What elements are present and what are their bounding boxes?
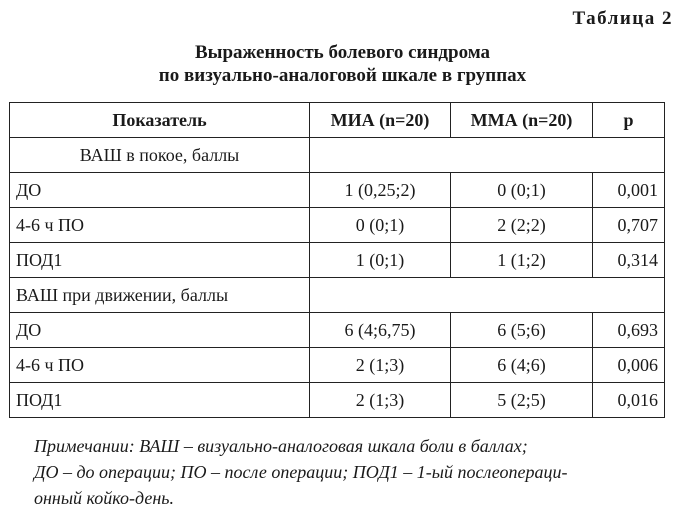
cell-mma: 0 (0;1) bbox=[451, 173, 593, 208]
cell-mma: 6 (5;6) bbox=[451, 313, 593, 348]
cell-mia: 2 (1;3) bbox=[310, 348, 451, 383]
cell-p: 0,006 bbox=[593, 348, 665, 383]
pain-score-table bbox=[9, 102, 665, 418]
table-row bbox=[10, 383, 665, 418]
table-title-line-1: Выраженность болевого синдрома bbox=[194, 42, 491, 63]
table-row bbox=[10, 173, 665, 208]
cell-mia: 1 (0,25;2) bbox=[310, 173, 451, 208]
row-label: 4-6 ч ПО bbox=[10, 208, 310, 243]
header-mma: ММА (n=20) bbox=[451, 103, 593, 138]
table-title-line-2: по визуально-аналоговой шкале в группах bbox=[158, 65, 527, 86]
table-number: Таблица 2 bbox=[572, 8, 673, 29]
section-empty-cell bbox=[310, 138, 665, 173]
cell-p: 0,314 bbox=[593, 243, 665, 278]
cell-p: 0,707 bbox=[593, 208, 665, 243]
cell-mma: 6 (4;6) bbox=[451, 348, 593, 383]
cell-mia: 0 (0;1) bbox=[310, 208, 451, 243]
cell-mma: 5 (2;5) bbox=[451, 383, 593, 418]
cell-mia: 6 (4;6,75) bbox=[310, 313, 451, 348]
section-empty-cell bbox=[310, 278, 665, 313]
section-row-movement bbox=[10, 278, 665, 313]
section-title-movement: ВАШ при движении, баллы bbox=[10, 278, 310, 313]
header-mia: МИА (n=20) bbox=[310, 103, 451, 138]
table-row bbox=[10, 243, 665, 278]
table-row bbox=[10, 313, 665, 348]
cell-p: 0,016 bbox=[593, 383, 665, 418]
header-p: p bbox=[593, 103, 665, 138]
cell-mia: 2 (1;3) bbox=[310, 383, 451, 418]
cell-mma: 1 (1;2) bbox=[451, 243, 593, 278]
table-row bbox=[10, 348, 665, 383]
header-indicator: Показатель bbox=[10, 103, 310, 138]
cell-p: 0,693 bbox=[593, 313, 665, 348]
cell-mia: 1 (0;1) bbox=[310, 243, 451, 278]
footnote-line-1: Примечании: ВАШ – визуально-аналоговая шкала боли в баллах; bbox=[34, 436, 528, 456]
cell-p: 0,001 bbox=[593, 173, 665, 208]
row-label: ДО bbox=[10, 313, 310, 348]
footnote-line-3: онный койко-день. bbox=[34, 488, 174, 508]
row-label: 4-6 ч ПО bbox=[10, 348, 310, 383]
footnote-line-2: ДО – до операции; ПО – после операции; ПОД1 – 1-ый послеопераци- bbox=[34, 462, 568, 482]
section-row-rest bbox=[10, 138, 665, 173]
section-title-rest: ВАШ в покое, баллы bbox=[10, 138, 310, 173]
cell-mma: 2 (2;2) bbox=[451, 208, 593, 243]
table-row bbox=[10, 208, 665, 243]
row-label: ДО bbox=[10, 173, 310, 208]
header-row bbox=[10, 103, 665, 138]
row-label: ПОД1 bbox=[10, 383, 310, 418]
table-footnote bbox=[34, 433, 672, 511]
row-label: ПОД1 bbox=[10, 243, 310, 278]
